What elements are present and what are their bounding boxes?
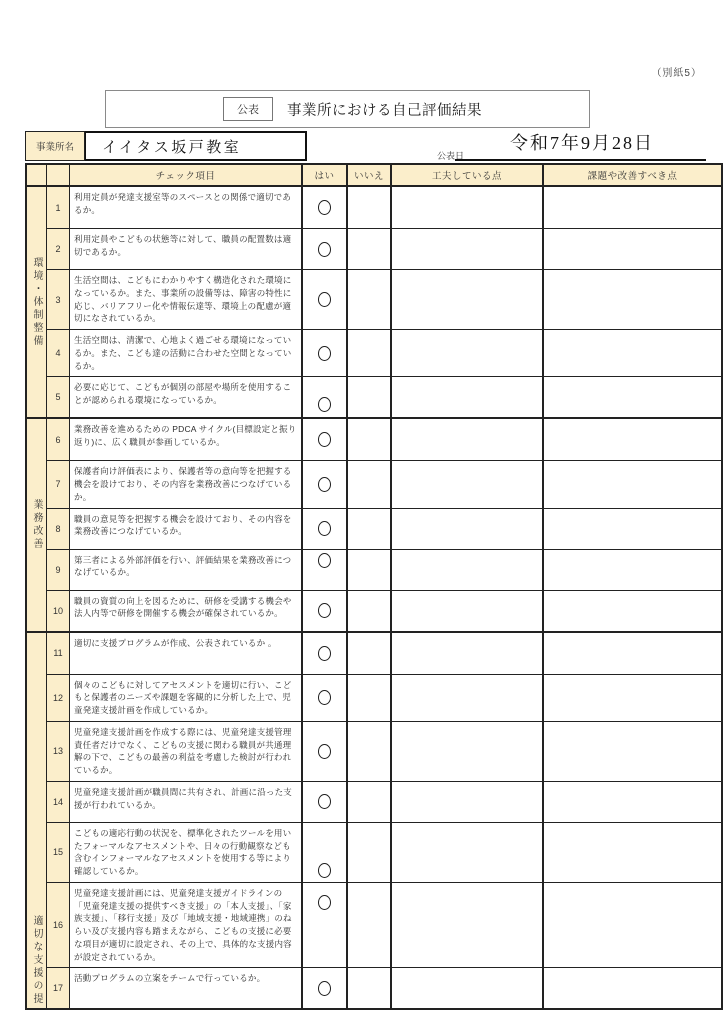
table-row: [47, 460, 721, 507]
devised-point-cell: [392, 675, 544, 721]
yes-mark-circle: [318, 242, 331, 257]
no-answer-cell: [348, 823, 392, 882]
issue-point-cell: [544, 591, 721, 631]
yes-mark-circle: [318, 744, 331, 759]
table-row: [47, 633, 721, 674]
title-box: [105, 90, 590, 128]
check-item-text: 必要に応じて、こどもが個別の部屋や場所を使用することが認められる環境になっているか。: [70, 377, 303, 417]
table-row: [47, 674, 721, 721]
table-row: [47, 187, 721, 228]
table-row: [47, 781, 721, 822]
no-answer-cell: [348, 782, 392, 822]
check-item-text: 保護者向け評価表により、保護者等の意向等を把握する機会を設けており、その内容を業務改善につなげているか。: [70, 461, 303, 507]
no-answer-cell: [348, 461, 392, 507]
no-answer-cell: [348, 722, 392, 781]
yes-answer-cell: [303, 419, 348, 460]
table-row: [47, 269, 721, 329]
table-row: [47, 228, 721, 269]
issue-point-cell: [544, 270, 721, 329]
yes-answer-cell: [303, 229, 348, 269]
yes-answer-cell: [303, 330, 348, 376]
issue-point-cell: [544, 782, 721, 822]
yes-answer-cell: [303, 722, 348, 781]
table-row: [47, 822, 721, 882]
check-item-text: 児童発達支援計画には、児童発達支援ガイドラインの「児童発達支援の提供すべき支援」の「本人支援」、「家族支援」、「移行支援」及び「地域支援・地域連携」のねらい及び支援内容も踏まえながら、こどもの支援に必要な項目が適切に設定され、その上で、具体的な支援内容が設定されているか。: [70, 883, 303, 968]
section-rows: [47, 419, 721, 630]
header-category-spacer: [27, 165, 47, 185]
category-label: 適切な支援の提: [31, 915, 42, 1007]
issue-point-cell: [544, 633, 721, 674]
yes-mark-circle: [318, 646, 331, 661]
check-item-text: 第三者による外部評価を行い、評価結果を業務改善につなげているか。: [70, 550, 303, 590]
check-item-text: 適切に支援プログラムが作成、公表されているか 。: [70, 633, 303, 674]
no-answer-cell: [348, 377, 392, 417]
table-header-row: [27, 165, 721, 187]
table-row: [47, 882, 721, 968]
devised-point-cell: [392, 550, 544, 590]
office-name-row: [25, 131, 307, 161]
yes-mark-circle: [318, 397, 331, 412]
devised-point-cell: [392, 330, 544, 376]
header-devised-points: 工夫している点: [392, 165, 544, 185]
check-item-text: 職員の資質の向上を図るために、研修を受講する機会や法人内等で研修を開催する機会が確保されているか。: [70, 591, 303, 631]
no-answer-cell: [348, 550, 392, 590]
yes-answer-cell: [303, 509, 348, 549]
issue-point-cell: [544, 550, 721, 590]
yes-answer-cell: [303, 633, 348, 674]
table-row: [47, 419, 721, 460]
table-row: [47, 549, 721, 590]
issue-point-cell: [544, 883, 721, 968]
page-title: 事業所における自己評価結果: [287, 102, 482, 119]
category-cell: [27, 633, 47, 1009]
no-answer-cell: [348, 968, 392, 1008]
check-item-text: 生活空間は、清潔で、心地よく過ごせる環境になっているか。また、こども達の活動に合わせた空間となっているか。: [70, 330, 303, 376]
yes-answer-cell: [303, 782, 348, 822]
yes-answer-cell: [303, 591, 348, 631]
header-no: いいえ: [348, 165, 392, 185]
yes-answer-cell: [303, 823, 348, 882]
row-number: 11: [47, 633, 70, 674]
issue-point-cell: [544, 722, 721, 781]
check-item-text: 活動プログラムの立案をチームで行っているか。: [70, 968, 303, 1008]
no-answer-cell: [348, 509, 392, 549]
devised-point-cell: [392, 461, 544, 507]
table-section: [27, 631, 721, 1009]
publish-date-value: 令和7年9月28日: [510, 133, 654, 153]
check-item-text: こどもの適応行動の状況を、標準化されたツールを用いたフォーマルなアセスメントや、日々の行動観察なども含むインフォーマルなアセスメントを使用する等により確認しているか。: [70, 823, 303, 882]
category-label: 環境・体制整備: [31, 256, 42, 348]
devised-point-cell: [392, 633, 544, 674]
office-name-value: イイタス坂戸教室: [85, 131, 307, 161]
yes-mark-circle: [318, 521, 331, 536]
devised-point-cell: [392, 270, 544, 329]
yes-mark-circle: [318, 794, 331, 809]
yes-mark-circle: [318, 346, 331, 361]
no-answer-cell: [348, 633, 392, 674]
issue-point-cell: [544, 187, 721, 228]
row-number: 15: [47, 823, 70, 882]
yes-mark-circle: [318, 292, 331, 307]
no-answer-cell: [348, 229, 392, 269]
row-number: 5: [47, 377, 70, 417]
issue-point-cell: [544, 461, 721, 507]
yes-mark-circle: [318, 603, 331, 618]
row-number: 4: [47, 330, 70, 376]
issue-point-cell: [544, 675, 721, 721]
yes-answer-cell: [303, 968, 348, 1008]
no-answer-cell: [348, 270, 392, 329]
yes-mark-circle: [318, 981, 331, 996]
yes-answer-cell: [303, 377, 348, 417]
devised-point-cell: [392, 722, 544, 781]
devised-point-cell: [392, 968, 544, 1008]
category-label: 業務改善: [31, 498, 42, 551]
table-row: [47, 376, 721, 417]
evaluation-table: [25, 163, 723, 1010]
category-cell: [27, 419, 47, 630]
issue-point-cell: [544, 229, 721, 269]
devised-point-cell: [392, 509, 544, 549]
issue-point-cell: [544, 509, 721, 549]
yes-answer-cell: [303, 270, 348, 329]
header-issue-points: 課題や改善すべき点: [587, 171, 678, 182]
yes-mark-circle: [318, 863, 331, 878]
no-answer-cell: [348, 187, 392, 228]
devised-point-cell: [392, 823, 544, 882]
row-number: 9: [47, 550, 70, 590]
devised-point-cell: [392, 187, 544, 228]
header-check-item: チェック項目: [70, 165, 303, 185]
row-number: 10: [47, 591, 70, 631]
yes-answer-cell: [303, 550, 348, 590]
issue-point-cell: [544, 968, 721, 1008]
header-yes: はい: [303, 165, 348, 185]
check-item-text: 個々のこどもに対してアセスメントを適切に行い、こどもと保護者のニーズや課題を客観的に分析した上で、児童発達支援計画を作成しているか。: [70, 675, 303, 721]
no-answer-cell: [348, 883, 392, 968]
table-row: [47, 967, 721, 1008]
check-item-text: 職員の意見等を把握する機会を設けており、その内容を業務改善につなげているか。: [70, 509, 303, 549]
row-number: 16: [47, 883, 70, 968]
devised-point-cell: [392, 883, 544, 968]
table-row: [47, 590, 721, 631]
check-item-text: 児童発達支援計画を作成する際には、児童発達支援管理責任者だけでなく、こどもの支援に関わる職員が共通理解の下で、こどもの最善の利益を考慮した検討が行われているか。: [70, 722, 303, 781]
no-answer-cell: [348, 419, 392, 460]
devised-point-cell: [392, 229, 544, 269]
check-item-text: 利用定員が発達支援室等のスペースとの関係で適切であるか。: [70, 187, 303, 228]
row-number: 6: [47, 419, 70, 460]
no-answer-cell: [348, 675, 392, 721]
issue-point-cell: [544, 823, 721, 882]
table-row: [47, 508, 721, 549]
yes-mark-circle: [318, 477, 331, 492]
row-number: 2: [47, 229, 70, 269]
yes-answer-cell: [303, 883, 348, 968]
table-row: [47, 721, 721, 781]
publish-date-label: 公表日: [437, 151, 465, 161]
table-section: [27, 417, 721, 630]
row-number: 17: [47, 968, 70, 1008]
check-item-text: 業務改善を進めるための PDCA サイクル(目標設定と振り返り)に、広く職員が参画しているか。: [70, 419, 303, 460]
yes-answer-cell: [303, 461, 348, 507]
yes-mark-circle: [318, 895, 331, 910]
row-number: 8: [47, 509, 70, 549]
devised-point-cell: [392, 782, 544, 822]
section-rows: [47, 633, 721, 1009]
check-item-text: 児童発達支援計画が職員間に共有され、計画に沿った支援が行われているか。: [70, 782, 303, 822]
table-section: [27, 187, 721, 417]
row-number: 1: [47, 187, 70, 228]
office-name-label: 事業所名: [25, 131, 85, 161]
yes-mark-circle: [318, 690, 331, 705]
devised-point-cell: [392, 377, 544, 417]
category-cell: [27, 187, 47, 417]
section-rows: [47, 187, 721, 417]
publish-date-underline: [455, 159, 706, 161]
no-answer-cell: [348, 330, 392, 376]
devised-point-cell: [392, 591, 544, 631]
row-number: 7: [47, 461, 70, 507]
attachment-number-note: （別紙5）: [651, 68, 702, 79]
yes-mark-circle: [318, 432, 331, 447]
publish-badge: 公表: [223, 97, 273, 121]
table-body: [27, 187, 721, 1008]
issue-point-cell: [544, 330, 721, 376]
issue-point-cell: [544, 419, 721, 460]
table-row: [47, 329, 721, 376]
yes-mark-circle: [318, 553, 331, 568]
check-item-text: 生活空間は、こどもにわかりやすく構造化された環境になっているか。また、事業所の設備等は、障害の特性に応じ、バリアフリー化や情報伝達等、環境上の配慮が適切になされているか。: [70, 270, 303, 329]
devised-point-cell: [392, 419, 544, 460]
yes-mark-circle: [318, 200, 331, 215]
row-number: 14: [47, 782, 70, 822]
no-answer-cell: [348, 591, 392, 631]
row-number: 3: [47, 270, 70, 329]
check-item-text: 利用定員やこどもの状態等に対して、職員の配置数は適切であるか。: [70, 229, 303, 269]
row-number: 12: [47, 675, 70, 721]
yes-answer-cell: [303, 675, 348, 721]
yes-answer-cell: [303, 187, 348, 228]
header-number-spacer: [47, 165, 70, 185]
issue-point-cell: [544, 377, 721, 417]
row-number: 13: [47, 722, 70, 781]
